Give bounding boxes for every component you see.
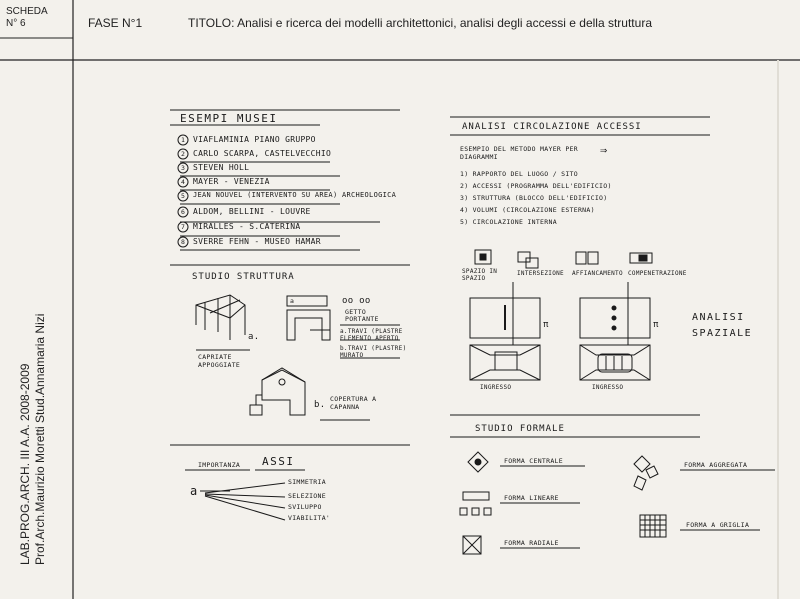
- esempi-musei-title: ESEMPI MUSEI: [180, 112, 278, 125]
- list-number: 3: [181, 164, 186, 172]
- studio-formale-title: STUDIO FORMALE: [475, 424, 565, 434]
- importanza-label: IMPORTANZA: [198, 461, 241, 469]
- studio-struttura-title: STUDIO STRUTTURA: [192, 272, 295, 282]
- forma-label: FORMA RADIALE: [504, 539, 559, 547]
- sidebar-authors: Prof.Arch.Maurizio Moretti Stud.Annamaria Nizi: [33, 313, 47, 565]
- list-item: JEAN NOUVEL (INTERVENTO SU AREA) ARCHEOLOGICA: [193, 191, 397, 199]
- fase-label: FASE N°1: [88, 16, 143, 30]
- list-item: VIAFLAMINIA PIANO GRUPPO: [193, 135, 316, 144]
- scheda-label: SCHEDA: [6, 6, 48, 17]
- icon-caption: SPAZIO IN SPAZIO: [462, 268, 498, 282]
- metodo-mayer-label: ESEMPIO DEL METODO MAYER PER DIAGRAMMI: [460, 145, 578, 161]
- capriate-label-a: a.: [248, 332, 260, 342]
- forma-label: FORMA A GRIGLIA: [686, 521, 750, 529]
- struttura-box-a: a: [290, 297, 295, 305]
- forma-label: FORMA AGGREGATA: [684, 461, 748, 469]
- list-item: MAYER - VENEZIA: [193, 177, 270, 186]
- getto-portante-label: GETTO PORTANTE: [345, 308, 379, 323]
- list-item: ALDOM, BELLINI - LOUVRE: [193, 207, 311, 216]
- accessi-step: 2) ACCESSI (PROGRAMMA DELL'EDIFICIO): [460, 182, 612, 190]
- metodo-arrow: ⇒: [600, 143, 608, 157]
- list-number: 2: [181, 150, 186, 158]
- accessi-step: 5) CIRCOLAZIONE INTERNA: [460, 218, 557, 226]
- assi-root: a: [190, 484, 198, 498]
- assi-branch: VIABILITA': [288, 514, 331, 522]
- assi-title: ASSI: [262, 455, 295, 468]
- house-label-b: b.: [314, 400, 326, 410]
- forma-label: FORMA LINEARE: [504, 494, 559, 502]
- icon-caption: AFFIANCAMENTO: [572, 270, 623, 277]
- struttura-circles: oo oo: [342, 296, 371, 306]
- forma-label: FORMA CENTRALE: [504, 457, 563, 465]
- page-title: TITOLO: Analisi e ricerca dei modelli architettonici, analisi degli accessi e della struttura: [188, 16, 652, 30]
- list-number: 8: [181, 238, 186, 246]
- capriate-label: CAPRIATE APPOGGIATE: [198, 353, 241, 369]
- assi-branch: SIMMETRIA: [288, 478, 326, 486]
- list-item: MIRALLES - S.CATERINA: [193, 222, 301, 231]
- fig-caption: INGRESSO: [592, 384, 624, 391]
- list-number: 7: [181, 223, 186, 231]
- travi-a-label: a.TRAVI (PLASTRE ELEMENTO APERTO: [340, 328, 403, 342]
- list-number: 6: [181, 208, 186, 216]
- icon-caption: INTERSEZIONE: [517, 270, 564, 277]
- scheda-number: N° 6: [6, 18, 26, 29]
- accessi-step: 3) STRUTTURA (BLOCCO DELL'EDIFICIO): [460, 194, 608, 202]
- sidebar-course: LAB.PROG.ARCH. III A.A. 2008-2009: [18, 363, 32, 565]
- list-number: 4: [181, 178, 186, 186]
- list-item: CARLO SCARPA, CASTELVECCHIO: [193, 149, 332, 158]
- assi-branch: SVILUPPO: [288, 503, 322, 511]
- pi-label: π: [653, 320, 659, 330]
- travi-b-label: b.TRAVI (PLASTRE) MURATO: [340, 345, 407, 359]
- copertura-label: COPERTURA A CAPANNA: [330, 395, 377, 411]
- list-number: 1: [181, 136, 186, 144]
- assi-branch: SELEZIONE: [288, 492, 326, 500]
- list-item: STEVEN HOLL: [193, 163, 250, 172]
- list-item: SVERRE FEHN - MUSEO HAMAR: [193, 237, 321, 246]
- list-number: 5: [181, 192, 186, 200]
- fig-caption: INGRESSO: [480, 384, 512, 391]
- pi-label: π: [543, 320, 549, 330]
- accessi-step: 1) RAPPORTO DEL LUOGO / SITO: [460, 170, 578, 178]
- analisi-spaziale-label: ANALISI SPAZIALE: [692, 312, 753, 339]
- accessi-step: 4) VOLUMI (CIRCOLAZIONE ESTERNA): [460, 206, 595, 214]
- icon-caption: COMPENETRAZIONE: [628, 270, 687, 277]
- analisi-accessi-title: ANALISI CIRCOLAZIONE ACCESSI: [462, 122, 642, 132]
